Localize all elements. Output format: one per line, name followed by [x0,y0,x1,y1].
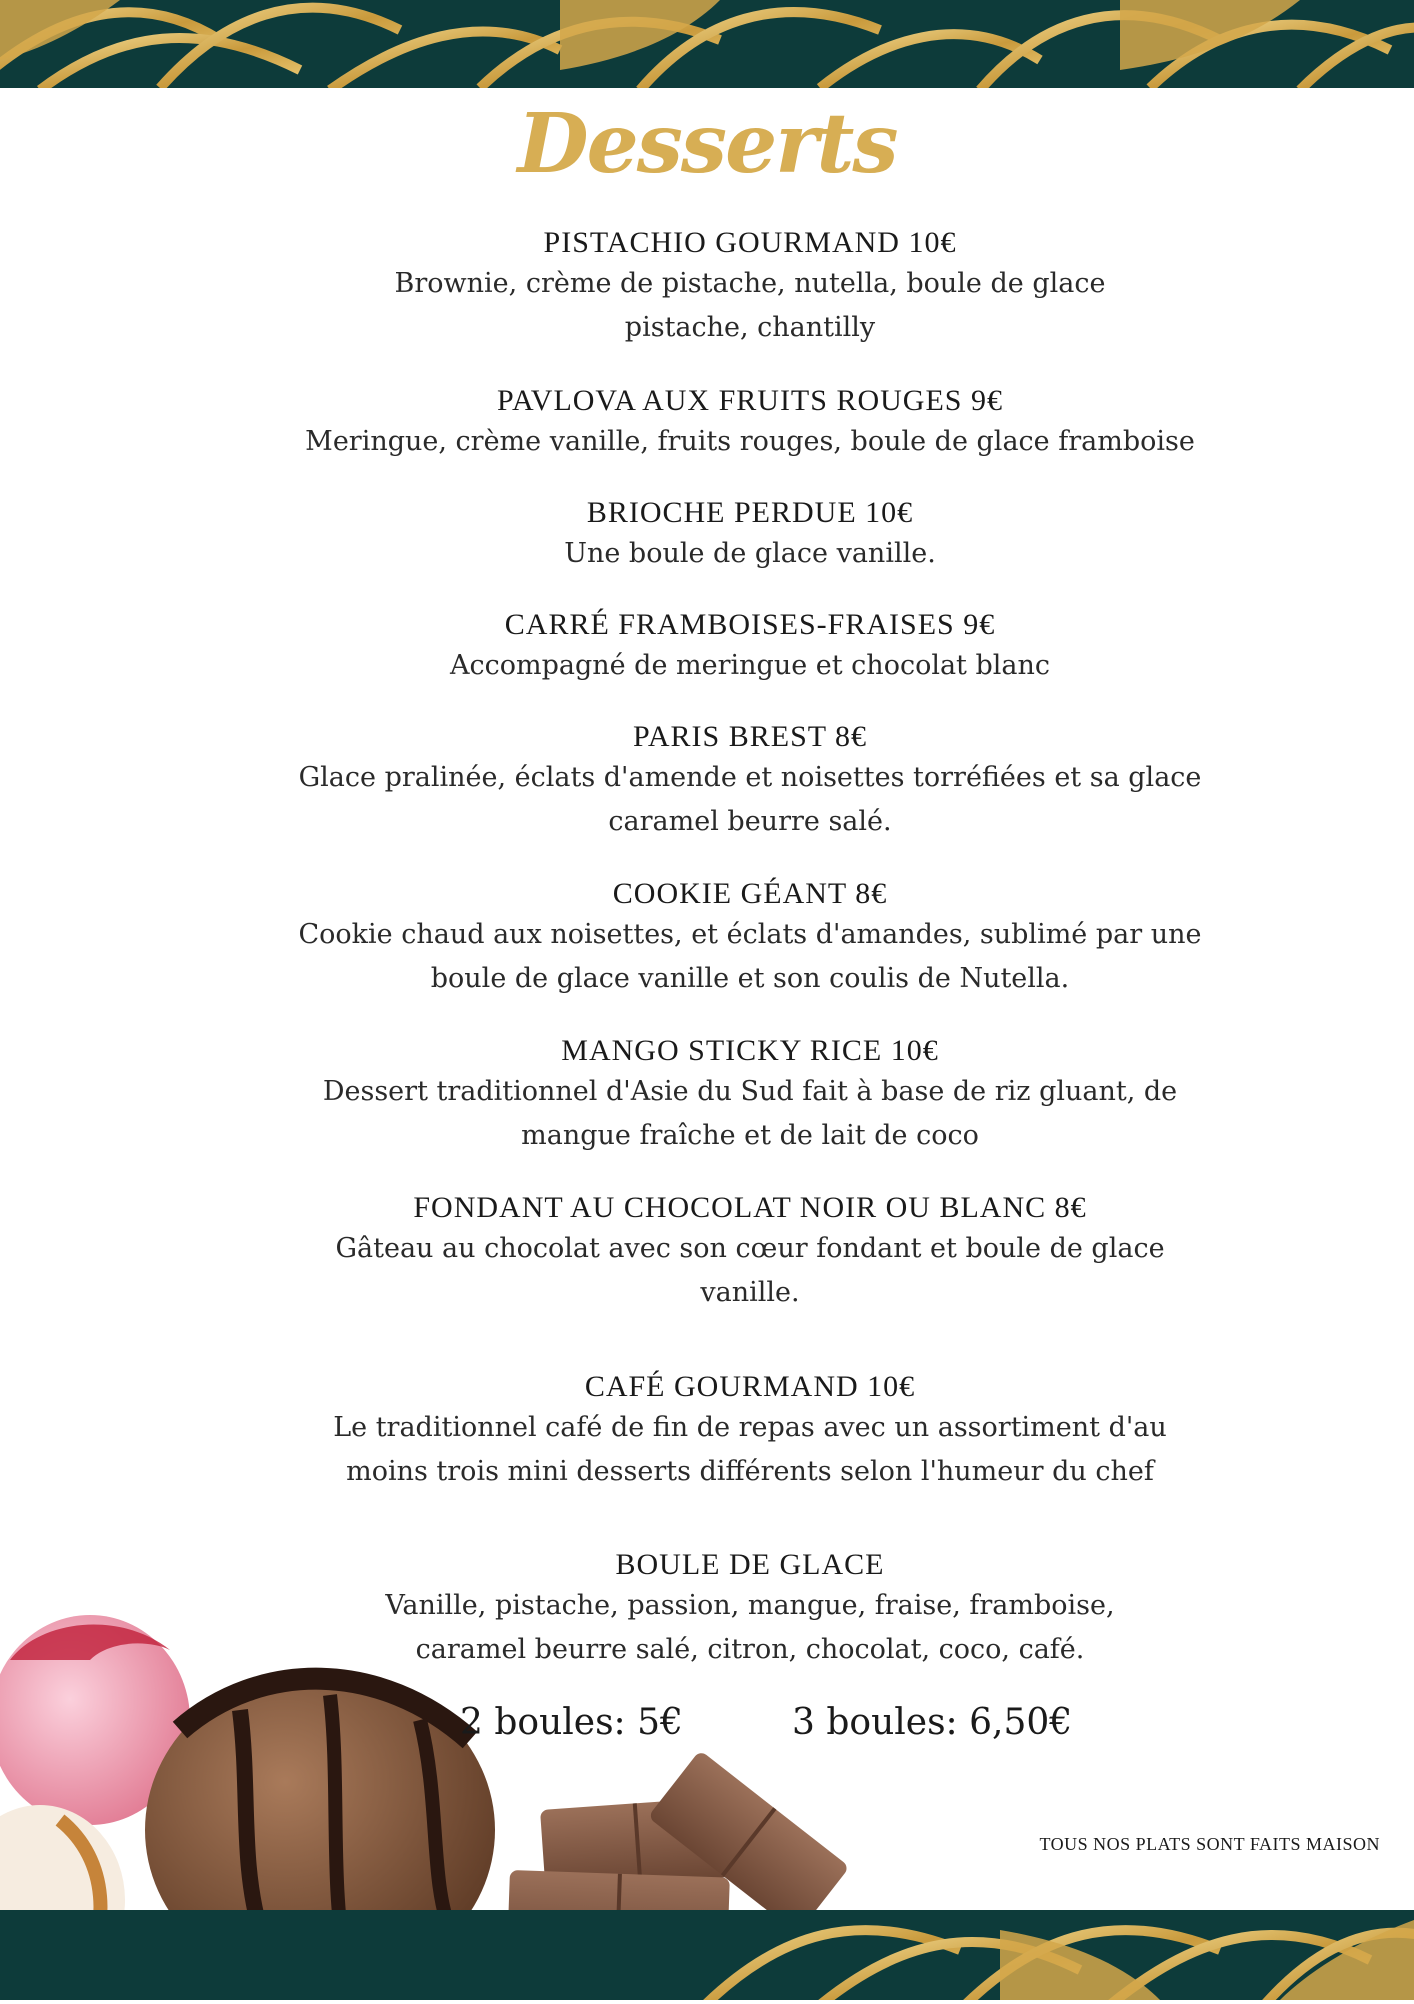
dessert-name: PARIS BREST 8€ [632,720,868,753]
three-scoops-price: 3 boules: 6,50€ [792,1702,1073,1743]
dessert-item [250,606,1250,688]
dessert-name: BOULE DE GLACE [615,1548,885,1581]
dessert-item [250,382,1250,464]
two-scoops-price: 2 boules: 5€ [460,1702,683,1743]
dessert-item [250,224,1250,350]
homemade-notice: TOUS NOS PLATS SONT FAITS MAISON [1039,1834,1380,1854]
dessert-item [250,494,1250,576]
dessert-description: Brownie, crème de pistache, nutella, boule de glace pistache, chantilly [394,268,1106,343]
leaf-pattern-bottom [0,1910,1414,2000]
dessert-name: COOKIE GÉANT 8€ [612,877,888,910]
dessert-description: Une boule de glace vanille. [564,538,936,569]
dessert-description: Le traditionnel café de fin de repas avec un assortiment d'au moins trois mini desserts différents selon l'humeur du chef [333,1412,1167,1487]
dessert-description: Glace pralinée, éclats d'amende et noisettes torréfiées et sa glace caramel beurre salé. [298,762,1202,837]
dessert-item [250,1032,1250,1158]
dessert-name: PISTACHIO GOURMAND 10€ [543,226,957,259]
dessert-item [250,1189,1250,1315]
top-leaf-banner [0,0,1414,88]
dessert-item [250,718,1250,844]
bottom-leaf-banner [0,1910,1414,2000]
dessert-description: Vanille, pistache, passion, mangue, fraise, framboise, caramel beurre salé, citron, chocolat, coco, café. [385,1590,1115,1665]
dessert-name: CAFÉ GOURMAND 10€ [584,1370,916,1403]
menu-title: Desserts [517,96,897,192]
dessert-name: MANGO STICKY RICE 10€ [561,1034,939,1067]
dessert-name: PAVLOVA AUX FRUITS ROUGES 9€ [497,384,1003,417]
dessert-name: BRIOCHE PERDUE 10€ [586,496,914,529]
dessert-name: CARRÉ FRAMBOISES-FRAISES 9€ [504,608,996,641]
dessert-description: Cookie chaud aux noisettes, et éclats d'amandes, sublimé par une boule de glace vanille et son coulis de Nutella. [298,919,1202,994]
dessert-item [250,1368,1250,1494]
dessert-description: Accompagné de meringue et chocolat blanc [449,650,1051,681]
dessert-item [250,875,1250,1001]
dessert-description: Gâteau au chocolat avec son cœur fondant et boule de glace vanille. [335,1233,1165,1308]
dessert-name: FONDANT AU CHOCOLAT NOIR OU BLANC 8€ [413,1191,1087,1224]
dessert-description: Meringue, crème vanille, fruits rouges, boule de glace framboise [305,426,1195,457]
dessert-description: Dessert traditionnel d'Asie du Sud fait à base de riz gluant, de mangue fraîche et de lait de coco [322,1076,1178,1151]
leaf-pattern-top [0,0,1414,88]
